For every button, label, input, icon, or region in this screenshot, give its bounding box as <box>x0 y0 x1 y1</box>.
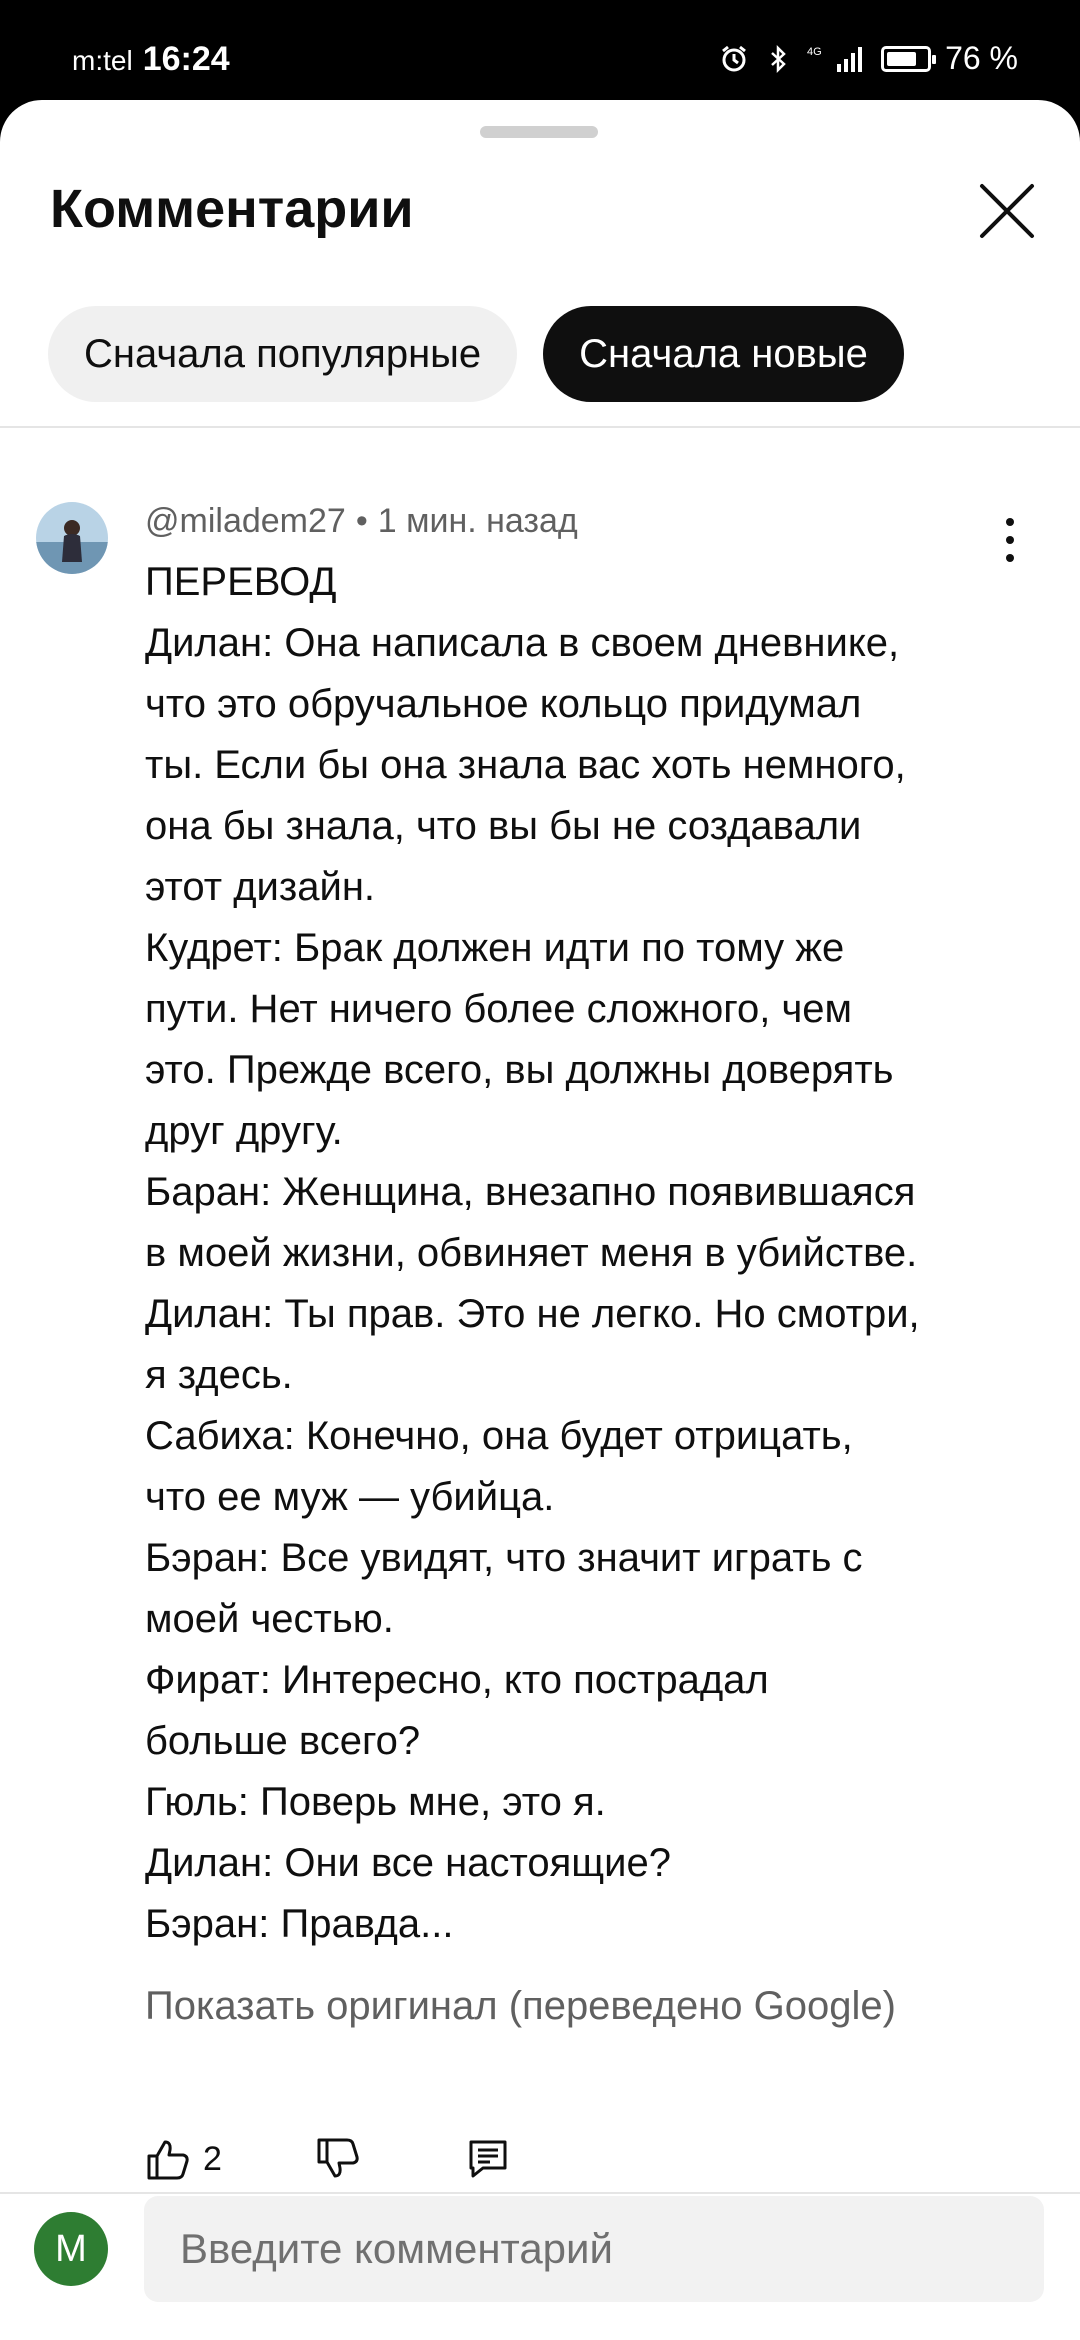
sort-chips <box>48 306 904 402</box>
battery-percent: 76 % <box>945 40 1018 76</box>
comment-line: что ее муж — убийца. <box>145 1475 555 1519</box>
comment-line: что это обручальное кольцо придумал <box>145 682 862 726</box>
comment-line: пути. Нет ничего более сложного, чем <box>145 987 853 1031</box>
user-avatar[interactable]: M <box>34 2212 108 2286</box>
close-icon[interactable] <box>974 178 1040 244</box>
comment-line: Сабиха: Конечно, она будет отрицать, <box>145 1414 853 1458</box>
sheet-title: Комментарии <box>50 179 414 239</box>
comment-line: друг другу. <box>145 1109 343 1153</box>
comment-line: больше всего? <box>145 1719 421 1763</box>
bluetooth-icon <box>763 44 793 74</box>
comment-text <box>145 552 1015 1955</box>
comment-line: Фират: Интересно, кто пострадал <box>145 1658 769 1702</box>
comment-line: моей честью. <box>145 1597 394 1641</box>
comment-meta <box>145 502 578 541</box>
comment-line: это. Прежде всего, вы должны доверять <box>145 1048 894 1092</box>
comment-line: Бэран: Все увидят, что значит играть с <box>145 1536 863 1580</box>
avatar[interactable] <box>36 502 108 574</box>
comment-line: Дилан: Они все настоящие? <box>145 1841 672 1885</box>
header-divider <box>0 426 1080 428</box>
signal-icon <box>807 44 867 74</box>
comment-author[interactable]: @miladem27 <box>145 502 346 540</box>
comments-sheet <box>0 100 1080 2340</box>
meta-separator: • <box>355 502 368 540</box>
like-count: 2 <box>203 2139 222 2178</box>
reply-icon <box>465 2136 511 2182</box>
comment-line: она бы знала, что вы бы не создавали <box>145 804 862 848</box>
comment-line: Дилан: Она написала в своем дневнике, <box>145 621 900 665</box>
comment-line: этот дизайн. <box>145 865 376 909</box>
comment-line: Гюль: Поверь мне, это я. <box>145 1780 606 1824</box>
status-bar <box>0 0 1080 110</box>
comment-time: 1 мин. назад <box>377 502 578 540</box>
reply-button[interactable] <box>465 2136 511 2182</box>
comment-line: Баран: Женщина, внезапно появившаяся <box>145 1170 916 1214</box>
carrier-name: m:tel <box>72 45 133 76</box>
comment-line: ПЕРЕВОД <box>145 560 337 604</box>
sort-popular-chip[interactable]: Сначала популярные <box>48 306 517 402</box>
show-original-link[interactable]: Показать оригинал (переведено Google) <box>145 1984 896 2028</box>
drag-handle[interactable] <box>480 126 598 138</box>
comment-line: Дилан: Ты прав. Это не легко. Но смотри, <box>145 1292 920 1336</box>
dislike-button[interactable] <box>315 2136 361 2182</box>
battery-icon <box>881 46 931 72</box>
like-button[interactable] <box>145 2136 222 2182</box>
comment-line: в моей жизни, обвиняет меня в убийстве. <box>145 1231 918 1275</box>
thumb-down-icon <box>315 2136 361 2182</box>
comment-line: Кудрет: Брак должен идти по тому же <box>145 926 845 970</box>
composer-divider <box>0 2192 1080 2194</box>
sort-newest-chip[interactable]: Сначала новые <box>543 306 904 402</box>
comment-line: ты. Если бы она знала вас хоть немного, <box>145 743 906 787</box>
svg-text:4G: 4G <box>807 45 822 58</box>
alarm-icon <box>719 44 749 74</box>
comment-line: я здесь. <box>145 1353 293 1397</box>
clock: 16:24 <box>142 40 230 78</box>
comment-line: Бэран: Правда... <box>145 1902 454 1946</box>
comment-input[interactable] <box>144 2196 1044 2302</box>
thumb-up-icon <box>145 2136 191 2182</box>
